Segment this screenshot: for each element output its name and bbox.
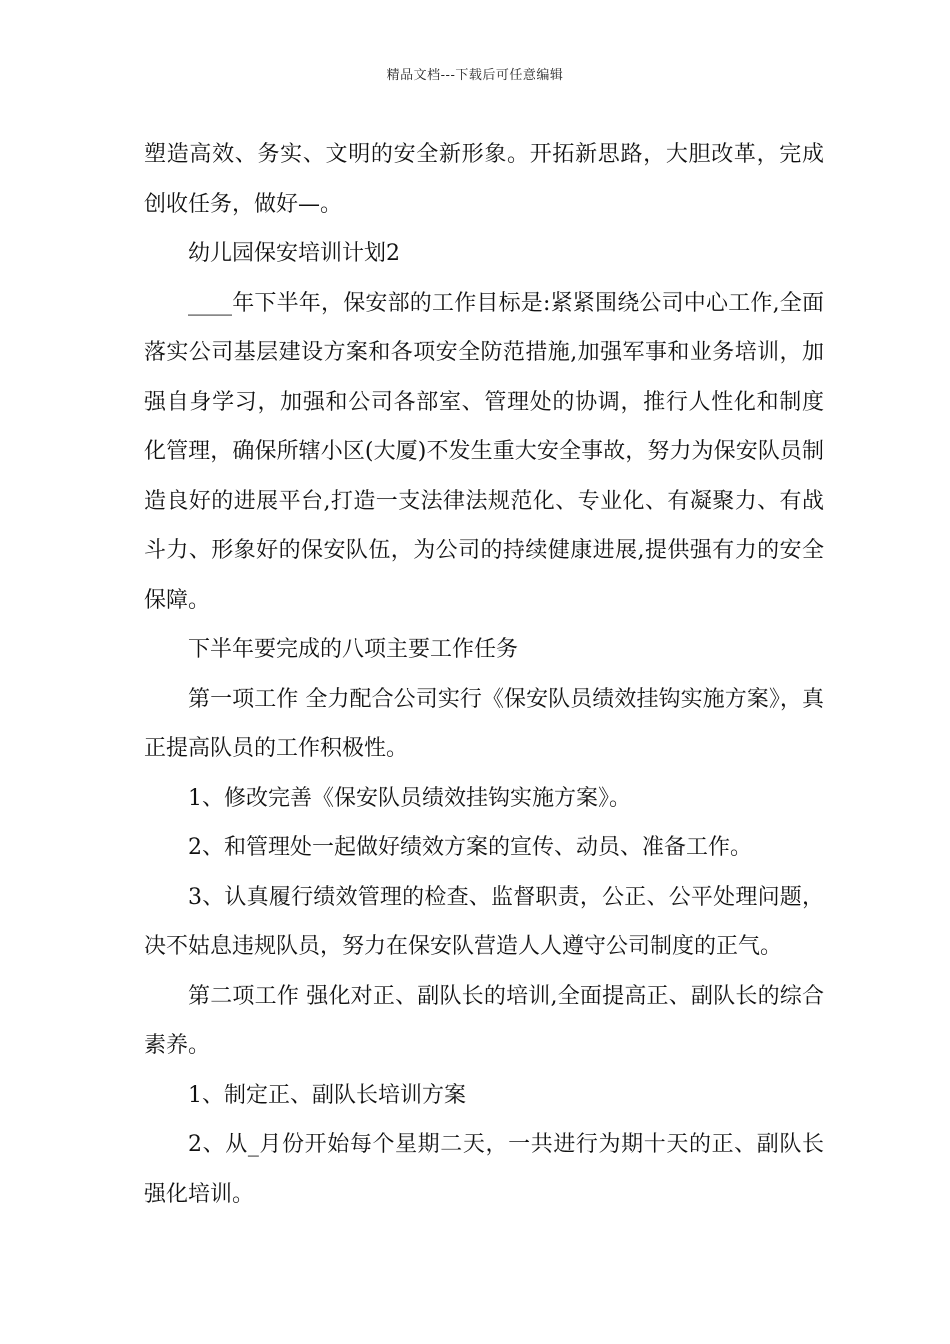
list-item: 1、制定正、副队长培训方案 bbox=[188, 1082, 466, 1108]
list-item: 3、认真履行绩效管理的检查、监督职责，公正、公平处理问题，决不姑息违规队员，努力在保安队营造人人遵守公司制度的正气。 bbox=[144, 884, 824, 959]
paragraph: 第二项工作 强化对正、副队长的培训,全面提高正、副队长的综合素养。 bbox=[144, 983, 824, 1058]
paragraph: 第一项工作 全力配合公司实行《保安队员绩效挂钩实施方案》，真正提高队员的工作积极性。 bbox=[144, 686, 824, 761]
paragraph: ____年下半年，保安部的工作目标是:紧紧围绕公司中心工作,全面落实公司基层建设方案和各项安全防范措施,加强军事和业务培训，加强自身学习，加强和公司各部室、管理处的协调，推行人性化和制度化管理，确保所辖小区(大厦)不发生重大安全事故，努力为保安队员制造良好的进展平台,打造一支法律法规范化、专业化、有凝聚力、有战斗力、形象好的保安队伍，为公司的持续健康进展,提供强有力的安全保障。 bbox=[144, 290, 824, 613]
list-item: 2、和管理处一起做好绩效方案的宣传、动员、准备工作。 bbox=[188, 835, 752, 860]
paragraph: 下半年要完成的八项主要工作任务 bbox=[188, 637, 519, 662]
paragraph: 塑造高效、务实、文明的安全新形象。开拓新思路，大胆改革，完成创收任务，做好—。 bbox=[144, 142, 824, 217]
page-header: 精品文档---下载后可任意编辑 bbox=[386, 68, 564, 83]
list-item: 2、从_月份开始每个星期二天，一共进行为期十天的正、副队长强化培训。 bbox=[144, 1132, 824, 1207]
list-item: 1、修改完善《保安队员绩效挂钩实施方案》。 bbox=[188, 785, 631, 811]
section-title: 幼儿园保安培训计划2 bbox=[188, 241, 400, 266]
document-body bbox=[144, 130, 824, 1219]
